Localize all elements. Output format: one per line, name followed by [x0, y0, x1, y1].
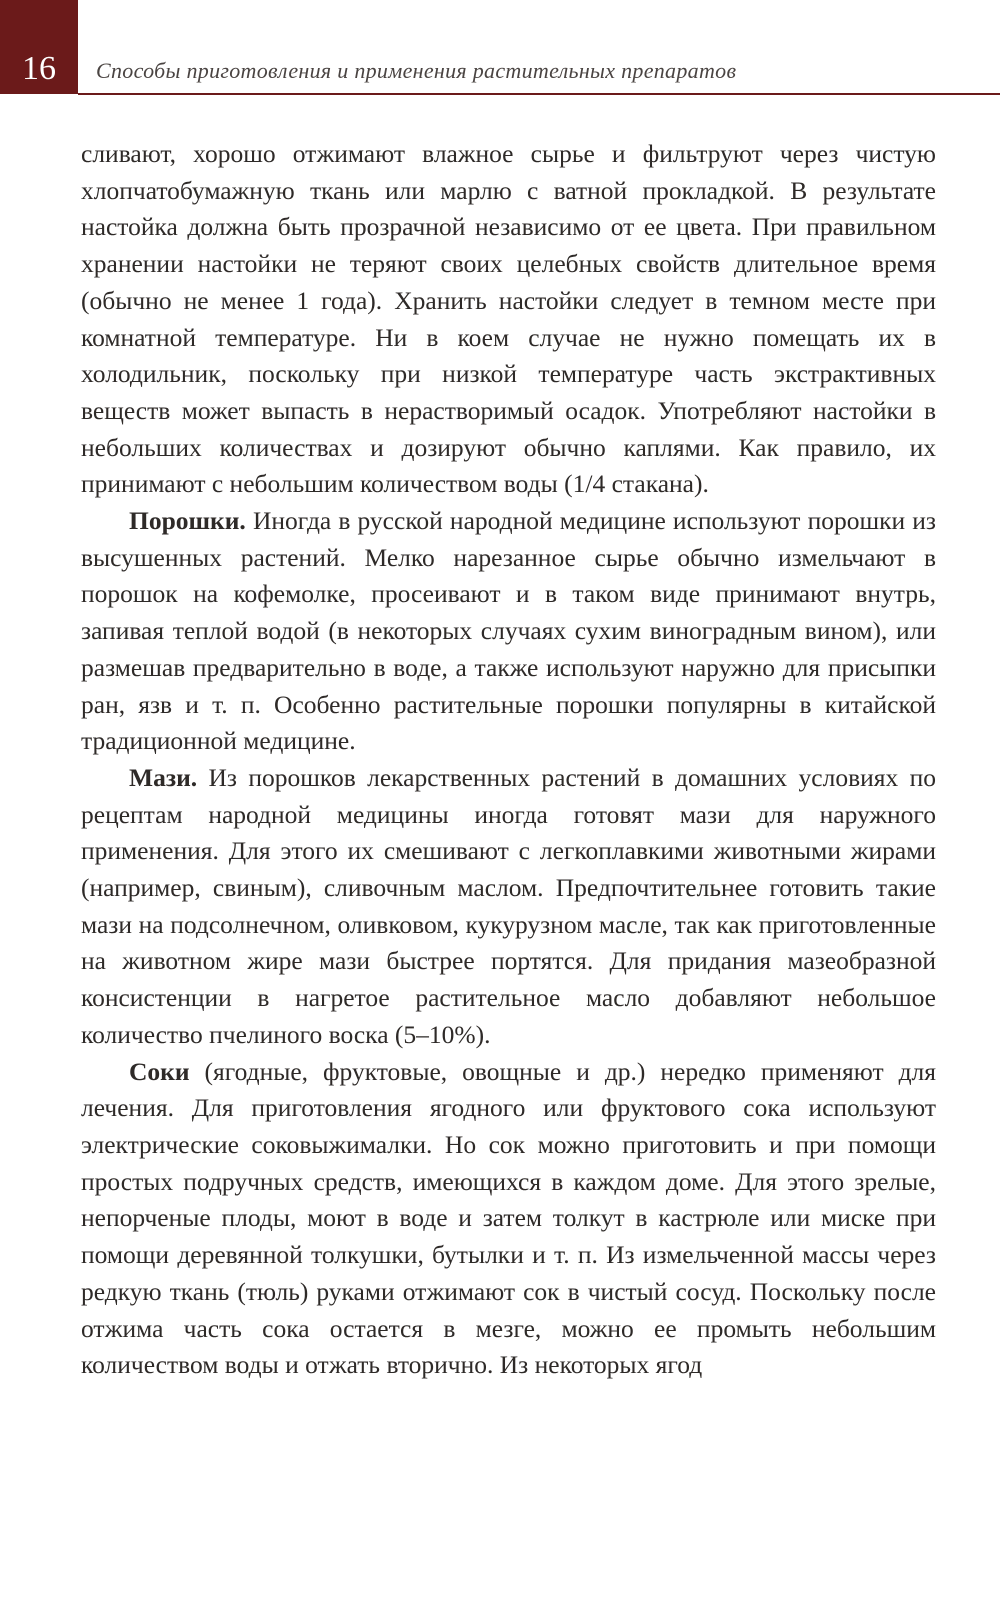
header-divider	[78, 93, 1000, 95]
running-title: Способы приготовления и применения растительных препаратов	[96, 58, 737, 83]
term-powders: Порошки.	[129, 506, 246, 536]
term-ointments: Мази.	[129, 762, 198, 792]
paragraph-text: сливают, хорошо отжимают влажное сырье и фильтруют через чистую хлопчатобумажную ткань или марлю с ватной прокладкой. В результате настойка должна быть прозрачной независимо от ее цвета. При правильном хранении настойки не теряют своих целебных свойств длительное время (обычно не менее 1 года). Хранить настойки следует в темном месте при комнатной температуре. Ни в коем случае не нужно помещать их в холодильник, поскольку при низкой температуре часть экстрактивных веществ может выпасть в нерастворимый осадок. Употребляют настойки в небольших количествах и дозируют обычно каплями. Как правило, их принимают с небольшим количеством воды (1/4 стакана).	[81, 139, 936, 499]
paragraph-juices	[81, 1054, 936, 1384]
paragraph-powders	[81, 503, 936, 760]
page-body	[81, 136, 936, 1384]
paragraph-ointments	[81, 760, 936, 1054]
page-number	[0, 0, 78, 94]
paragraph-text: Из порошков лекарственных растений в домашних условиях по рецептам народной медицины иногда готовят мази для наружного применения. Для этого их смешивают с легкоплавкими животными жирами (например, свиным), сливочным маслом. Предпочтительнее готовить такие мази на подсолнечном, оливковом, кукурузном масле, так как приготовленные на животном жире мази быстрее портятся. Для придания мазеобразной консистенции в нагретое растительное масло добавляют небольшое количество пчелиного воска (5–10%).	[81, 762, 936, 1049]
paragraph-continuation	[81, 136, 936, 503]
term-juices: Соки	[129, 1056, 190, 1086]
paragraph-text: Иногда в русской народной медицине используют порошки из высушенных растений. Мелко нарезанное сырье обычно измельчают в порошок на кофемолке, просеивают и в таком виде принимают внутрь, запивая теплой водой (в некоторых случаях сухим виноградным вином), или размешав предварительно в воде, а также используют наружно для присыпки ран, язв и т. п. Особенно растительные порошки популярны в китайской традиционной медицине.	[81, 506, 936, 756]
page-number-label: 16	[22, 50, 56, 87]
paragraph-text: (ягодные, фруктовые, овощные и др.) нередко применяют для лечения. Для приготовления ягодного или фруктового сока используют электрические соковыжималки. Но сок можно приготовить и при помощи простых подручных средств, имеющихся в каждом доме. Для этого зрелые, непорченые плоды, моют в воде и затем толкут в кастрюле или миске при помощи деревянной толкушки, бутылки и т. п. Из измельченной массы через редкую ткань (тюль) руками отжимают сок в чистый сосуд. Поскольку после отжима часть сока остается в мезге, можно ее промыть небольшим количеством воды и отжать вторично. Из некоторых ягод	[81, 1056, 936, 1380]
